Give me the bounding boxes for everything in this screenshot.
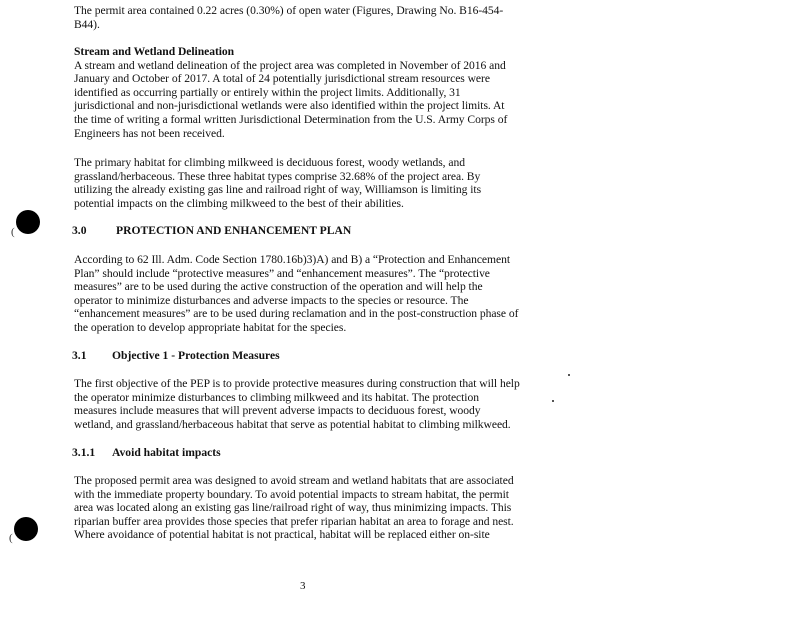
stream-heading: Stream and Wetland Delineation [74,45,235,58]
paragraph-line: A stream and wetland delineation of the project area was completed in November of 2016 and [74,58,506,72]
paragraph-line: measures include measures that will prevent adverse impacts to deciduous forest, woody [74,404,481,418]
scan-speck [552,400,554,402]
section-title: Avoid habitat impacts [112,446,221,459]
paragraph-line: wetland, and grassland/herbaceous habitat that serve as potential habitat to climbing milkweed. [74,417,511,431]
section-number: 3.1 [72,349,87,362]
punch-hole-icon [14,517,38,541]
paragraph-line: the time of writing a formal written Jurisdictional Determination from the U.S. Army Corps of [74,112,508,126]
open-water-paragraph [74,4,546,31]
avoid-paragraph [74,474,546,542]
section-heading-3-0 [72,224,351,238]
punch-hole-icon [16,210,40,234]
habitat-paragraph [74,156,546,210]
section-number: 3.1.1 [72,446,96,459]
paragraph-line: “enhancement measures” are to be used during reclamation and in the post-construction phase of [74,307,519,321]
paragraph-line: utilizing the already existing gas line and railroad right of way, Williamson is limiting its [74,183,482,197]
paragraph-line: grassland/herbaceous. These three habitat types comprise 32.68% of the project area. By [74,169,481,183]
paragraph-line: jurisdictional and non-jurisdictional wetlands were also identified within the project limits. At [74,99,505,113]
objective1-paragraph [74,377,546,431]
paragraph-line: The primary habitat for climbing milkweed is deciduous forest, woody wetlands, and [74,156,465,169]
section-title: PROTECTION AND ENHANCEMENT PLAN [116,224,352,237]
paragraph-line: with the immediate property boundary. To avoid potential impacts to stream habitat, the permit [74,487,509,501]
paragraph-line: Engineers has not been received. [74,126,225,140]
paragraph-line: operator to minimize disturbances and adverse impacts to the species or resource. The [74,293,469,307]
scan-speck [568,374,570,376]
section-title: Objective 1 - Protection Measures [112,349,280,362]
page-number: 3 [300,580,306,592]
paragraph-line: identified as occurring partially or entirely within the project limits. Additionally, 31 [74,85,461,99]
paragraph-line: the operation to develop appropriate habitat for the species. [74,320,347,334]
section-heading-3-1 [72,349,280,363]
paragraph-line: B44). [74,17,100,31]
paragraph-line: The first objective of the PEP is to provide protective measures during construction that will help [74,377,520,390]
paragraph-line: The permit area contained 0.22 acres (0.30%) of open water (Figures, Drawing No. B16-454- [74,4,504,17]
paragraph-line: Where avoidance of potential habitat is not practical, habitat will be replaced either on-site [74,528,490,542]
paragraph-line: January and October of 2017. A total of 24 potentially jurisdictional stream resources were [74,72,490,86]
paragraph-line: the operator minimize disturbances to climbing milkweed and its habitat. The protection [74,390,479,404]
paragraph-line: According to 62 Ill. Adm. Code Section 1780.16b)3)A) and B) a “Protection and Enhancement [74,253,511,266]
paragraph-line: potential impacts on the climbing milkweed to the best of their abilities. [74,196,404,210]
paragraph-line: area was located along an existing gas line/railroad right of way, thus minimizing impacts. This [74,501,512,515]
pep-paragraph [74,253,546,335]
paragraph-line: The proposed permit area was designed to avoid stream and wetland habitats that are associated [74,474,514,487]
scan-mark: ( [11,226,15,238]
scan-mark: ( [9,532,13,544]
paragraph-line: measures” are to be used during the active construction of the operation and will help the [74,280,483,294]
section-heading-3-1-1 [72,446,221,460]
section-number: 3.0 [72,224,87,237]
stream-section [74,45,546,140]
paragraph-line: Plan” should include “protective measures” and “enhancement measures”. The “protective [74,266,490,280]
paragraph-line: riparian buffer area provides those species that prefer riparian habitat an area to forage and nest. [74,514,514,528]
